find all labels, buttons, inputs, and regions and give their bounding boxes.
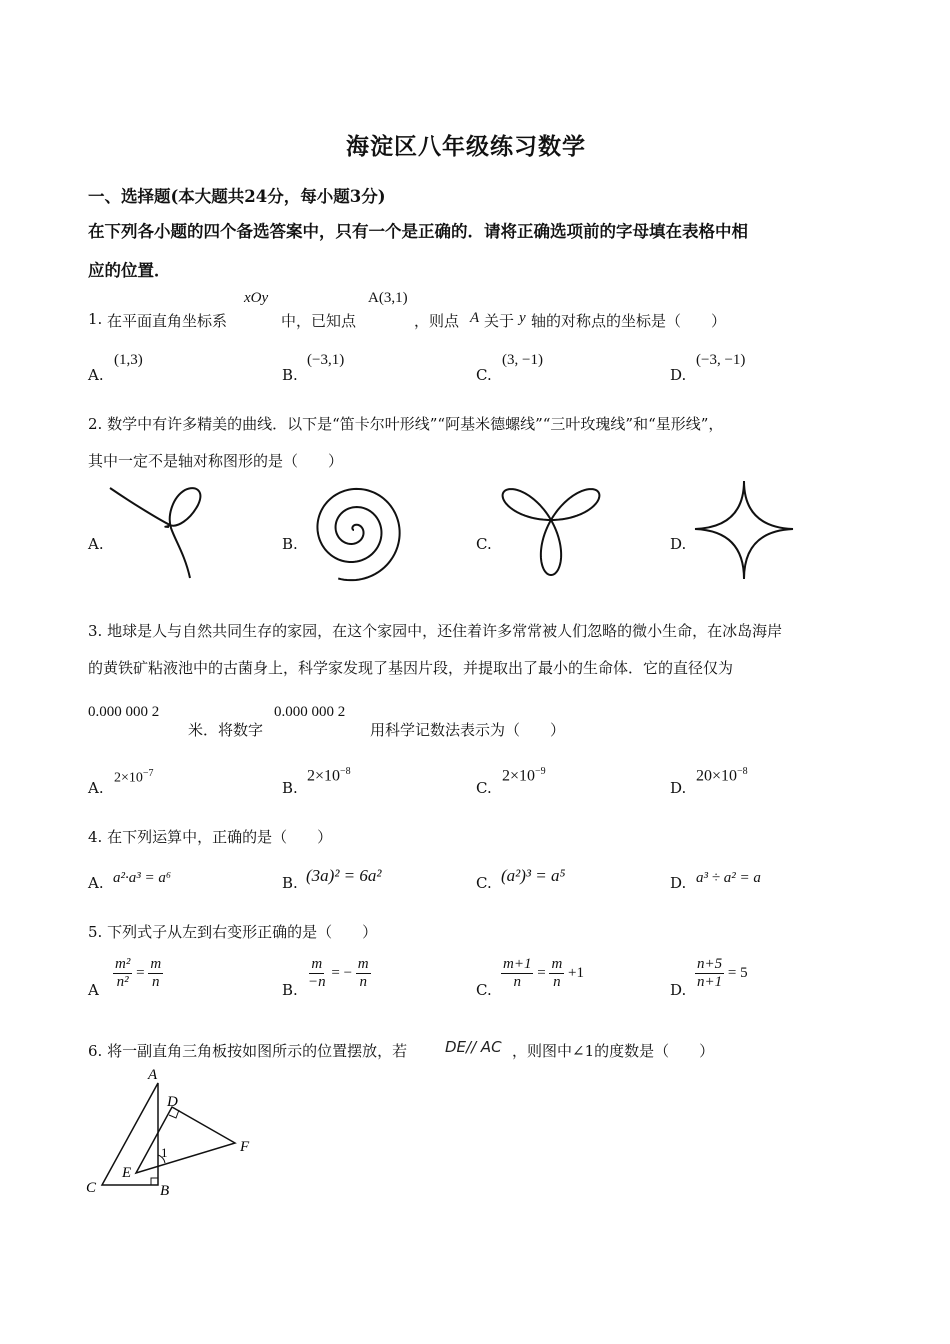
q4-stem: 4. 在下列运算中，正确的是（ ） [88, 828, 333, 846]
q1-math-a: A [470, 310, 480, 326]
astroid-figure [693, 480, 795, 580]
q2-option-d-label: D. [670, 535, 687, 553]
point-label-b: B [160, 1183, 170, 1199]
q3-option-a-label: A. [88, 779, 104, 797]
point-label-d: D [167, 1094, 178, 1110]
q5-option-c-value: $\frac{m+1}{n}$ = $\frac{m}{n}$ +1 [503, 956, 584, 991]
q4-option-a-label: A. [88, 874, 104, 892]
q3-option-d-value: $20\times 10^{-8}$ [696, 766, 748, 785]
q5-option-c-label: C. [476, 981, 492, 999]
instruction-line-2: 应的位置． [88, 261, 171, 280]
q1-text-1: 在平面直角坐标系 [107, 312, 228, 330]
q4-option-c-label: C. [476, 874, 492, 892]
page-title: 海淀区八年级练习数学 [346, 133, 586, 160]
q4-option-d-label: D. [670, 874, 687, 892]
q3-option-c-value: $2\times 10^{-9}$ [502, 766, 546, 785]
q3-option-d-label: D. [670, 779, 687, 797]
q5-option-b-value: $\frac{m}{-n}$ = − $\frac{m}{n}$ [308, 956, 369, 991]
q1-math-point: A(3,1) [368, 290, 408, 306]
q6-text-2: ，则图中∠1的度数是（ ） [512, 1042, 715, 1060]
q2-option-b-label: B. [282, 535, 298, 553]
q1-option-a-label: A. [88, 366, 104, 384]
q1-text-3: ，则点 [414, 312, 460, 330]
q6-math-parallel: DE// AC [445, 1038, 502, 1056]
q6-text-1: 6. 将一副直角三角板按如图所示的位置摆放，若 [88, 1042, 408, 1060]
q2-option-c-label: C. [476, 535, 492, 553]
q3-line-2: 的黄铁矿粘液池中的古菌身上，科学家发现了基因片段，并提取出了最小的生命体．它的直径仅为 [88, 659, 734, 677]
q1-option-c-label: C. [476, 366, 492, 384]
q3-text-1: 米．将数字 [188, 721, 264, 739]
archimedean-spiral-figure [302, 482, 412, 582]
q5-option-a-label: A [88, 981, 99, 999]
q3-line-1: 3. 地球是人与自然共同生存的家园，在这个家园中，还住着许多常常被人们忽略的微小生命，在冰岛海岸 [88, 622, 783, 640]
section-heading: 一、选择题(本大题共24分，每小题3分) [88, 187, 386, 206]
q4-option-c-value: (a²)³ = a⁵ [501, 866, 566, 885]
q1-option-b-label: B. [282, 366, 298, 384]
q4-option-b-value: (3a)² = 6a² [306, 866, 382, 885]
q5-option-b-label: B. [282, 981, 298, 999]
point-label-f: F [240, 1139, 250, 1155]
q5-option-d-label: D. [670, 981, 687, 999]
q3-option-c-label: C. [476, 779, 492, 797]
q1-text-5: 轴的对称点的坐标是（ ） [531, 312, 727, 330]
point-label-e: E [122, 1165, 132, 1181]
q3-option-b-value: $2\times 10^{-8}$ [307, 766, 351, 785]
q4-option-d-value: a³ ÷ a² = a [696, 870, 761, 886]
q3-text-2: 用科学记数法表示为（ ） [370, 721, 566, 739]
q1-option-c-value: (3, −1) [502, 352, 543, 368]
q3-option-a-value: $2\times 10^{-7}$ [114, 768, 154, 786]
q1-option-d-label: D. [670, 366, 687, 384]
q4-option-b-label: B. [282, 874, 298, 892]
q5-option-a-value: $\frac{\text{m²}}{\text{n²}}$ = $\frac{m}{n}$ [115, 956, 162, 991]
q1-text-4: 关于 [484, 312, 515, 330]
q1-number: 1. [88, 310, 103, 328]
q1-option-b-value: (−3,1) [307, 352, 345, 368]
q4-option-a-value: a²·a³ = a⁶ [113, 870, 172, 886]
q1-math-xoy: xOy [244, 290, 269, 306]
q1-option-a-value: (1,3) [114, 352, 143, 368]
instruction-line-1: 在下列各小题的四个备选答案中，只有一个是正确的．请将正确选项前的字母填在表格中相 [88, 222, 748, 241]
q3-math-number-1: 0.000 000 2 [88, 704, 160, 720]
q1-math-y: y [519, 310, 526, 326]
q2-line-1: 2. 数学中有许多精美的曲线．以下是“笛卡尔叶形线”“阿基米德螺线”“三叶玫瑰线”和“星形线”， [88, 415, 724, 433]
folium-curve-figure [105, 480, 210, 580]
q5-stem: 5. 下列式子从左到右变形正确的是（ ） [88, 923, 378, 941]
q1-option-d-value: (−3, −1) [696, 352, 746, 368]
q3-option-b-label: B. [282, 779, 298, 797]
q3-math-number-2: 0.000 000 2 [274, 704, 346, 720]
angle-label-1: 1 [161, 1145, 168, 1160]
point-label-c: C [86, 1180, 97, 1196]
q5-option-d-value: $\frac{n+5}{n+1}$ = 5 [697, 956, 748, 991]
three-leaf-rose-figure [496, 482, 606, 582]
q1-text-2: 中，已知点 [281, 312, 357, 330]
q2-option-a-label: A. [88, 535, 104, 553]
triangle-set-square-figure [80, 1065, 270, 1205]
q2-line-2: 其中一定不是轴对称图形的是（ ） [88, 452, 344, 470]
point-label-a: A [148, 1067, 158, 1083]
